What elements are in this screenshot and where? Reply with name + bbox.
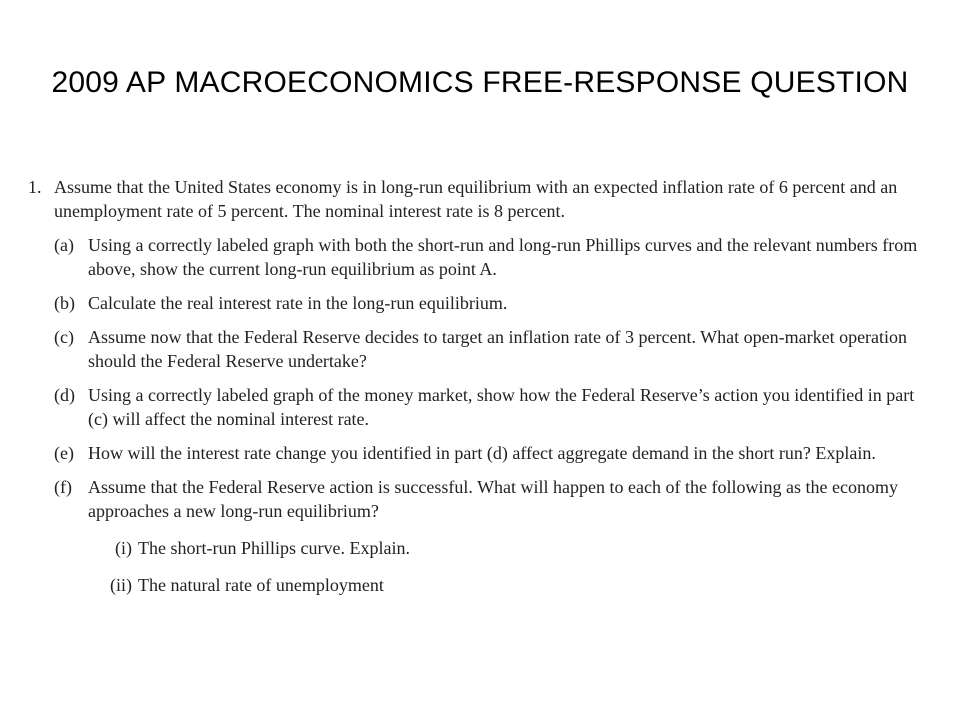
- part-label: (a): [54, 235, 74, 255]
- subpart-label: (i): [115, 538, 132, 558]
- question-number: 1.: [28, 177, 42, 197]
- subpart-text: The natural rate of unemployment: [138, 575, 384, 595]
- part-f: [54, 475, 938, 523]
- part-text: Assume that the Federal Reserve action is successful. What will happen to each of the following as the economy approaches a new long-run equilibrium?: [88, 477, 898, 521]
- part-b: [54, 291, 938, 315]
- part-label: (c): [54, 327, 74, 347]
- question-intro: [28, 175, 938, 223]
- subpart-text: The short-run Phillips curve. Explain.: [138, 538, 410, 558]
- part-label: (e): [54, 443, 74, 463]
- subpart-i: [94, 536, 938, 560]
- slide-title: 2009 AP MACROECONOMICS FREE-RESPONSE QUESTION: [51, 66, 909, 99]
- part-a: [54, 233, 938, 281]
- part-label: (d): [54, 385, 75, 405]
- part-text: Assume now that the Federal Reserve decides to target an inflation rate of 3 percent. What open-market operation should the Federal Reserve undertake?: [88, 327, 908, 371]
- part-text: Using a correctly labeled graph of the money market, show how the Federal Reserve’s action you identified in part (c) will affect the nominal interest rate.: [88, 385, 915, 429]
- part-label: (f): [54, 477, 72, 497]
- part-text: Using a correctly labeled graph with both the short-run and long-run Phillips curves and the relevant numbers from above, show the current long-run equilibrium as point A.: [88, 235, 918, 279]
- part-c: [54, 325, 938, 373]
- subpart-label: (ii): [110, 575, 132, 595]
- subpart-ii: [94, 573, 938, 597]
- part-text: How will the interest rate change you identified in part (d) affect aggregate demand in the short run? Explain.: [88, 443, 876, 463]
- question-intro-text: Assume that the United States economy is in long-run equilibrium with an expected inflation rate of 6 percent and an unemployment rate of 5 percent. The nominal interest rate is 8 percent.: [54, 177, 898, 221]
- part-e: [54, 441, 938, 465]
- part-d: [54, 383, 938, 431]
- part-label: (b): [54, 293, 75, 313]
- part-text: Calculate the real interest rate in the long-run equilibrium.: [88, 293, 508, 313]
- question-block: [28, 175, 938, 597]
